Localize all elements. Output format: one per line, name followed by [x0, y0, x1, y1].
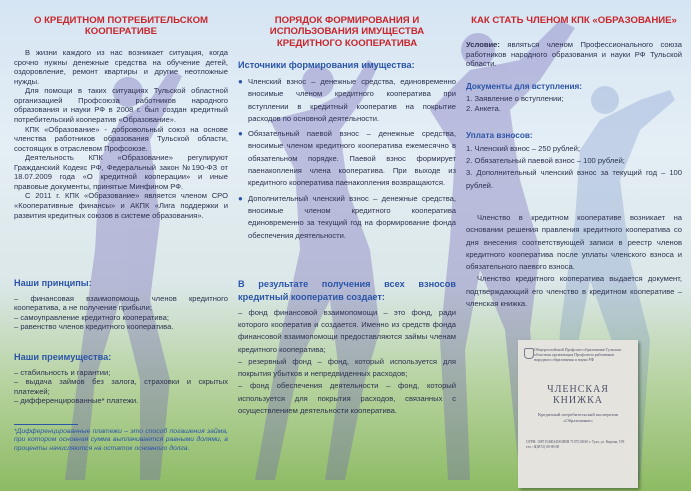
- booklet-title: ЧЛЕНСКАЯ КНИЖКА: [547, 384, 609, 406]
- footnote-section: [14, 424, 228, 453]
- footnote-divider: [14, 424, 78, 425]
- list-item: – финансовая взаимопомощь членов кредитного кооператива, а не получение прибыли;: [14, 293, 228, 313]
- condition-label: Условие:: [466, 40, 500, 49]
- fund-item: – фонд финансовой взаимопомощи – это фонд, ради которого кооператив и создается. Именно из средств фонда финансовой взаимопомощи предоставляются займы членам кредитного кооператива;: [238, 307, 456, 354]
- document-item: 1. Заявление о вступлении;: [466, 94, 564, 104]
- membership-title: КАК СТАТЬ ЧЛЕНОМ КПК «ОБРАЗОВАНИЕ»: [471, 15, 677, 26]
- bullet-icon: ●: [238, 193, 243, 203]
- booklet-header: Общероссийский Профсоюз образования Тульская областная организация Профсоюза работников народного образования и науки РФ: [534, 347, 621, 362]
- bullet-icon: ●: [238, 76, 243, 86]
- membership-text: [466, 212, 682, 310]
- funds-section: [238, 278, 456, 417]
- fee-item: 1. Членский взнос – 250 рублей;: [466, 143, 580, 153]
- list-item: – выдача займов без залога, страховки и скрытых платежей;: [14, 377, 228, 396]
- principles-section: [14, 278, 228, 332]
- panel-property-formation: [238, 0, 456, 491]
- bullet-icon: ●: [238, 129, 243, 139]
- sources-section: [238, 60, 456, 242]
- source-item-text: Обязательный паевой взнос – денежные средства, вносимые членом кредитного кооператива ежемесячно в обязательном порядке. Паевой взнос формирует паенакопления члена кооператива. При выходе из кредитного кооператива паенакопления возвращаются.: [248, 129, 456, 188]
- membership-booklet-image: [518, 340, 638, 488]
- source-item: [238, 128, 456, 189]
- advantages-section: [14, 352, 228, 406]
- paragraph: Для помощи в таких ситуациях Тульской областной организацией Профсоюза работников народного образования и науки РФ в 2008 г. был создан кредитный потребительский кооператив «Образование».: [14, 86, 228, 124]
- fees-section: [466, 131, 682, 192]
- source-item: [238, 193, 456, 242]
- source-item-text: Членский взнос – денежные средства, единовременно вносимые членом кредитного кооператива при вступлении в кредитный кооператив на покрытие расходов по основной деятельности.: [248, 76, 456, 123]
- condition-section: [466, 40, 682, 69]
- list-item: – дифференцированные* платежи.: [14, 396, 139, 406]
- paragraph: Деятельность КПК «Образование» регулируют Гражданский Кодекс РФ, Федеральный закон №190-ФЗ от 18.07.2009 года «О кредитной кооперации» и иные правовые документы, принятые Минфином РФ.: [14, 153, 228, 191]
- list-item: – равенство членов кредитного кооператива.: [14, 322, 174, 332]
- paragraph: КПК «Образование» - добровольный союз на основе членства работников образования Тульской области, состоящих в отраслевом Профсоюзе.: [14, 124, 228, 153]
- emblem-icon: [524, 348, 534, 359]
- fee-item: 2. Обязательный паевой взнос – 100 рублей;: [466, 155, 625, 165]
- fund-item: – резервный фонд – фонд, который используется для покрытия убытков и непредвиденных расходов;: [238, 356, 456, 379]
- booklet-footer: ОГРН: 1087154003458 ИНН 7107510010 г. Тула, ул. Кирова, 199 тел.: 8(4872) 00-00-00: [526, 440, 625, 450]
- booklet-subtitle: Кредитный потребительский кооператив «Образование»: [538, 412, 618, 423]
- fees-heading: Уплата взносов:: [466, 131, 533, 140]
- about-cooperative-text: [14, 48, 228, 220]
- paragraph: Членство кредитного кооператива выдается документ, подтверждающий его членство в кредитном кооперативе – членская книжка.: [466, 274, 682, 309]
- condition-text: [466, 40, 682, 69]
- fee-item: 3. Дополнительный членский взнос за текущий год – 100 рублей.: [466, 168, 682, 190]
- paragraph: Членство в кредитном кооперативе возникает на основании решения правления кредитного кооператива со дня внесения соответствующей записи в реестр членов кредитного кооператива после уплаты членского взноса и обязательного паевого взноса.: [466, 213, 682, 272]
- document-item: 2. Анкета.: [466, 103, 501, 113]
- list-item: – самоуправление кредитного кооператива;: [14, 312, 169, 322]
- source-item: [238, 76, 456, 125]
- source-item-text: Дополнительный членский взнос – денежные средства, вносимые членом кредитного кооператива единовременно за текущий год на формирование фонда обеспечения деятельности.: [248, 193, 456, 240]
- about-cooperative-title: О КРЕДИТНОМ ПОТРЕБИТЕЛЬСКОМ КООПЕРАТИВЕ: [33, 15, 209, 38]
- footnote: *Дифференцированные платежи – это способ погашения займа, при котором основная сумма выплачивается равными долями, а проценты начисляются на остаток основного долга.: [14, 428, 228, 452]
- advantages-heading: Наши преимущества:: [14, 352, 112, 362]
- panel-about-cooperative: [14, 0, 228, 491]
- paragraph: В жизни каждого из нас возникает ситуация, когда срочно нужны денежные средства на обучение детей, оздоровление, ремонт квартиры и другие неотложные нужды.: [14, 48, 228, 86]
- property-formation-title: ПОРЯДОК ФОРМИРОВАНИЯ И ИСПОЛЬЗОВАНИЯ ИМУЩЕСТВА КРЕДИТНОГО КООПЕРАТИВА: [269, 15, 425, 49]
- paragraph: С 2011 г. КПК «Образование» является членом СРО «Кооперативные финансы» и АКПК «Лига поддержки и развития кредитных союзов в системе образования».: [14, 191, 228, 220]
- fund-item: – фонд обеспечения деятельности – фонд, который используется для покрытия расходов, связанных с осуществлением деятельности кооператива.: [238, 381, 456, 416]
- documents-section: [466, 82, 682, 113]
- condition-value: являться членом Профессионального союза работников народного образования и науки РФ Тульской области.: [466, 40, 682, 69]
- result-heading: В результате получения всех взносов кредитный кооператив создает:: [238, 279, 456, 303]
- principles-heading: Наши принципы:: [14, 278, 92, 288]
- list-item: – стабильность и гарантии;: [14, 367, 111, 377]
- sources-heading: Источники формирования имущества:: [238, 60, 415, 70]
- documents-heading: Документы для вступления:: [466, 82, 582, 91]
